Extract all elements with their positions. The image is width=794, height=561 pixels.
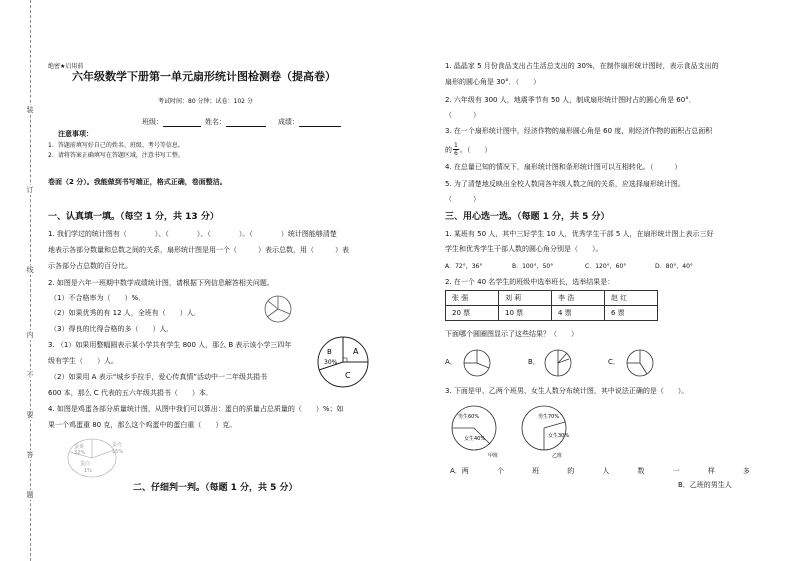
option-a-char: 的 [567,467,575,475]
note-item: 1．答题前填写好自己的姓名、班级、考号等信息。 [48,142,184,149]
jia-boys-label: 男生60% [458,414,480,420]
s1-q2-a: （1）不合格率为（ ）%． [50,294,146,302]
s1-q2-intro: 2. 如图是六年一班期中数学成绩统计图，请根据下列信息解答相关问题。 [48,279,274,287]
binding-char: 要 [22,410,38,420]
vote-table [445,290,658,321]
s3-q1-option-a[interactable]: A．72°，36° [445,263,483,270]
vote-name-cell: 李 浩 [552,291,605,306]
pie-label-b-pct: 30% [324,359,338,366]
grade-pie-chart [263,294,293,324]
pie-label-b: B [327,348,332,356]
option-a-char: 样 [707,467,715,475]
s2-q5-line: 5. 为了清楚地反映出全校人数同各年级人数之间的关系，应选择扇形统计图。 [445,180,685,188]
name-blank[interactable] [226,119,266,127]
egg-white-pct: 1% [84,468,92,474]
egg-pie-chart [64,436,138,480]
option-a-char: 个 [496,467,504,475]
binding-char: 订 [22,185,38,195]
s1-q1-line: 地表示各部分数量和总数之间的关系，扇形统计图是用一个（ ）表示总数，用（ ）表 [48,246,349,254]
pie-label-a: A [353,347,359,356]
s2-q1-line: 1. 晶晶家 5 月份食品支出占生活总支出的 30%，在制作扇形统计图时，表示食品支出的 [445,62,719,70]
option-a-char: 数 [637,467,645,475]
secret-label: 绝密★启用前 [48,63,84,70]
class-blank[interactable] [163,119,201,127]
egg-white-label: 蛋白 [80,461,91,467]
s2-q5-line: （ ） [445,195,480,203]
s2-q3-frac-pre: 的 [445,145,452,154]
binding-char: 线 [22,265,38,275]
s1-q3-line: （2）如果用 A 表示“城乡手拉手，爱心传真情”活动中一二年级共捐书 [50,373,267,381]
score-blank[interactable] [299,119,341,127]
s3-q2-option-b[interactable]: B． [528,358,540,366]
section3-title: 三、用心选一选。（每题 1 分，共 5 分） [445,212,610,222]
s1-q4-line: 果一个鸡蛋重 80 克，那么这个鸡蛋中的蛋白重（ ）克。 [48,421,237,429]
fraction [453,142,459,157]
section1-title: 一、认真填一填。（每空 1 分，共 13 分） [48,212,219,222]
yi-boys-label: 男生70% [538,414,560,420]
yi-class-name: 乙班 [552,453,563,459]
vote-count-cell: 10 票 [499,306,552,321]
egg-yolk-label: 蛋黄 [74,444,85,450]
binding-char: 内 [22,330,38,340]
s1-q4-line: 4. 如图是鸡蛋各部分质量统计图，从图中我们可以算出：蛋白的质量占总质量的（ ）%；如 [48,405,344,413]
s1-q1-line: 1. 我们学过的统计图有（ ）、（ ）、（ ）。（ ）统计图能够清楚 [48,230,337,238]
vote-count-cell: 6 票 [605,306,658,321]
vote-table-row [446,291,658,306]
option-a-pie[interactable] [462,348,492,378]
binding-char: 答 [22,450,38,460]
note-item: 2．请将答案正确填写在答题区域，注意书写工整。 [48,152,184,159]
s2-q3-fraction-line [445,142,491,157]
s3-q2-option-a[interactable]: A． [445,358,457,366]
jia-girls-label: 女生40% [464,436,486,442]
class-field [142,118,201,127]
notes-title: 注意事项： [58,130,93,138]
neatness-line: 卷面（2 分）。我能做到书写端正，格式正确，卷面整洁。 [48,178,227,186]
option-a-char: A．两 [450,467,469,475]
egg-shell-pct: 15% [112,449,124,455]
option-a-char: 班 [532,467,540,475]
s3-q1-option-d[interactable]: D．80°，40° [655,263,693,270]
s2-q4: 4. 在总量已知的情况下，扇形统计图和条形统计图可以互相转化。（ ） [445,163,682,171]
s2-q2-line: 2. 六年级有 300 人，地震季节有 50 人，制成扇形统计图时占的圆心角是 60°． [445,96,696,104]
s3-q1-option-b[interactable]: B．100°，50° [512,263,554,270]
name-field [205,118,266,127]
option-c-pie[interactable] [625,348,655,378]
yi-girls-label: 女生30% [548,433,570,439]
jia-class-name: 甲班 [488,453,499,459]
fraction-numerator: 1 [454,142,458,149]
s2-q1-line: 扇形的圆心角是 30°．（ ） [445,78,541,86]
s3-q2-question: 下面哪个圆圈图显示了这些结果？（ ） [445,330,578,338]
page-title: 六年级数学下册第一单元扇形统计图检测卷（提高卷） [72,70,336,83]
section2-title: 二、仔细判一判。（每题 1 分，共 5 分） [133,483,298,493]
vote-name-cell: 赵 红 [605,291,658,306]
class-jia-pie [448,404,508,460]
binding-char: 题 [22,490,38,500]
vote-count-cell: 4 票 [552,306,605,321]
name-label: 姓名： [205,118,226,126]
vote-name-cell: 刘 莉 [499,291,552,306]
exam-info: 考试时间：80 分钟；试卷：102 分 [158,98,253,105]
option-a-char: 一 [672,467,680,475]
score-field [278,118,341,127]
binding-dashed-line [30,0,31,561]
s2-q2-line: （ ） [445,111,480,119]
abc-pie-chart [315,334,371,390]
s2-q3-line: 3. 在一个扇形统计图中，经济作物的扇形圆心角是 60 度，则经济作物的面积占总面积 [445,127,713,135]
s3-q3-option-a[interactable] [450,466,750,476]
s3-q2-option-c[interactable]: C． [608,358,620,366]
s1-q2-c: （3）得良的比得合格的多（ ）人． [50,325,174,333]
s1-q1-line: 示各部分占总数的百分比。 [48,262,132,270]
s2-q3-frac-post: 。（ ） [459,145,492,154]
fraction-denominator: 6 [454,150,458,157]
egg-shell-label: 蛋壳 [112,442,123,448]
binding-char: 装 [22,105,38,115]
vote-table-row [446,306,658,321]
score-label: 成绩： [278,118,299,126]
s1-q3-line: 级有学生（ ）人。 [48,357,118,365]
binding-char: 不 [22,370,38,380]
pie-label-c: C [345,371,351,380]
s3-q3-option-b[interactable]: B．乙班的男生人 [678,481,732,489]
s1-q3-line: 3. （1）如果用整幅圆表示某小学共有学生 800 人，那么 B 表示该小学三四年 [48,341,292,349]
s3-q2-intro: 2. 在一个 40 名学生的班级中选举班长，选举结果是： [445,278,615,286]
option-a-char: 人 [602,467,610,475]
egg-yolk-pct: 32% [74,450,86,456]
s3-q1-option-c[interactable]: C．120°，60° [585,263,627,270]
s3-q3-intro: 3. 下面是甲、乙两个班男、女生人数分布统计图，其中说法正确的是（ ）。 [445,387,689,395]
option-b-pie[interactable] [543,348,573,378]
s1-q2-b: （2）如果优秀的有 12 人，全班有（ ）人． [50,309,201,317]
class-label: 班级： [142,118,163,126]
vote-name-cell: 张 强 [446,291,499,306]
s1-q3-line: 600 本，那么 C 代表的五六年级共捐书（ ）本． [48,389,213,397]
class-yi-pie [518,404,578,460]
s3-q1-line: 学生和优秀学生干部人数的圆心角分别是（ ）。 [445,245,603,253]
s3-q1-line: 1. 某班有 50 人，其中三好学生 10 人，优秀学生干部 5 人，在扇形统计图上表示三好 [445,230,714,238]
option-a-char: 多 [742,467,750,475]
vote-count-cell: 20 票 [446,306,499,321]
